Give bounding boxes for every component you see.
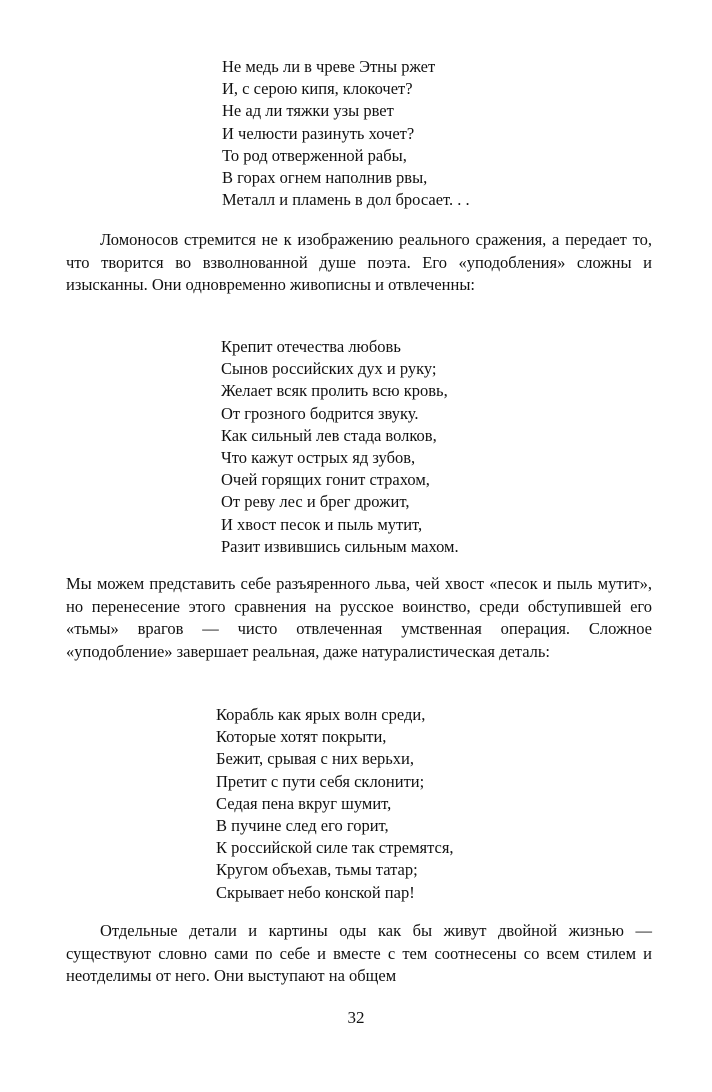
verse-stanza-etna bbox=[222, 56, 470, 211]
verse-line: Не медь ли в чреве Этны ржет bbox=[222, 57, 436, 76]
page-number: 32 bbox=[347, 1008, 365, 1027]
verse-line: Претит с пути себя склонити; bbox=[216, 771, 425, 791]
verse-stanza-ship bbox=[216, 704, 454, 904]
verse-line: Бежит, срывая с них верьхи, bbox=[216, 749, 414, 769]
verse-line: Сынов российских дух и руку; bbox=[221, 359, 437, 379]
verse-line: Не ад ли тяжки узы рвет bbox=[222, 101, 394, 121]
paragraph-details: Отдельные детали и картины оды как бы живут двойной жизнью — существуют словно сами по себе и вместе с тем соотнесены со всем стилем и неотделимы от него. Они выступают на общем bbox=[66, 921, 652, 986]
verse-line: Разит извившись сильным махом. bbox=[221, 536, 459, 556]
verse-line: Корабль как ярых волн среди, bbox=[216, 705, 426, 724]
verse-line: Которые хотят покрыти, bbox=[216, 727, 387, 747]
verse-line: Скрывает небо конской пар! bbox=[216, 882, 415, 902]
verse-line: И, с серою кипя, клокочет? bbox=[222, 79, 413, 99]
verse-line: То род отверженной рабы, bbox=[222, 145, 407, 165]
verse-line: Седая пена вкруг шумит, bbox=[216, 793, 392, 813]
paragraph-lomonosov: Ломоносов стремится не к изображению реального сражения, а передает то, что творится во взволнованной душе поэта. Его «уподобления» сложны и изысканны. Они одновременно живописны и отвлеченны: bbox=[66, 230, 652, 295]
verse-line: В горах огнем наполнив рвы, bbox=[222, 168, 428, 188]
verse-line: От реву лес и брег дрожит, bbox=[221, 492, 410, 512]
verse-line: И челюсти разинуть хочет? bbox=[222, 123, 415, 143]
verse-line: Металл и пламень в дол бросает. . . bbox=[222, 190, 470, 210]
paragraph-lion-comparison: Мы можем представить себе разъяренного льва, чей хвост «песок и пыль мутит», но перенесение этого сравнения на русское воинство, среди обступившей его «тьмы» врагов — чисто отвлеченная умственная операция. Сложное «уподобление» завершает реальная, даже натуралистическая деталь: bbox=[66, 574, 652, 661]
verse-line: Желает всяк пролить всю кровь, bbox=[221, 381, 448, 401]
verse-line: Крепит отечества любовь bbox=[221, 337, 401, 356]
verse-line: Что кажут острых яд зубов, bbox=[221, 448, 416, 468]
verse-line: И хвост песок и пыль мутит, bbox=[221, 514, 423, 534]
verse-line: Очей горящих гонит страхом, bbox=[221, 470, 430, 490]
verse-stanza-lion bbox=[221, 336, 459, 558]
verse-line: Кругом объехав, тьмы татар; bbox=[216, 860, 418, 880]
verse-line: В пучине след его горит, bbox=[216, 816, 389, 836]
verse-line: К российской силе так стремятся, bbox=[216, 838, 454, 858]
verse-line: Как сильный лев стада волков, bbox=[221, 425, 437, 445]
verse-line: От грозного бодрится звуку. bbox=[221, 403, 419, 423]
